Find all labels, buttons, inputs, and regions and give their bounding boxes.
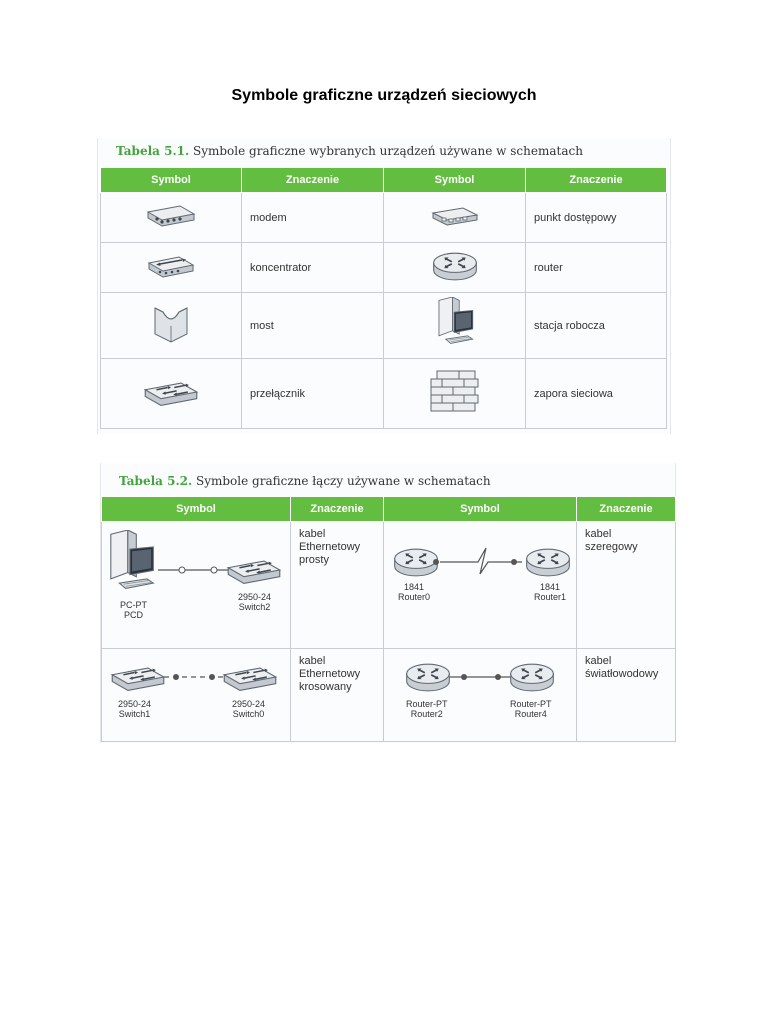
table-1-caption-label: Tabela 5.1. <box>116 144 190 158</box>
switch-icon <box>224 668 276 690</box>
table-2-caption-label: Tabela 5.2. <box>119 474 193 488</box>
device-label: Router-PT Router4 <box>510 699 552 719</box>
switch-icon <box>101 359 242 429</box>
table-2-caption <box>119 474 491 488</box>
device-label: 2950-24 Switch0 <box>232 699 266 719</box>
router-icon <box>384 243 526 293</box>
meaning-hub: koncentrator <box>242 243 384 293</box>
meaning-modem: modem <box>242 193 384 243</box>
table-2-header-row <box>102 497 676 522</box>
port-icon <box>495 674 501 680</box>
meaning-workstation: stacja robocza <box>526 293 667 359</box>
device-label: Router-PT Router2 <box>406 699 448 719</box>
table-2-caption-text: Symbole graficzne łączy używane w schematach <box>195 474 491 488</box>
serial-zigzag-icon <box>440 548 522 574</box>
workstation-icon <box>111 530 154 588</box>
meaning-serial-cable <box>577 522 676 649</box>
table-row <box>101 359 667 429</box>
port-open-icon <box>179 567 185 573</box>
table-row <box>102 649 676 742</box>
table-row <box>102 522 676 649</box>
meaning-text: kabel Ethernetowy prosty <box>299 528 361 566</box>
port-icon <box>461 674 467 680</box>
switch-icon <box>228 561 280 583</box>
table-1-header-row <box>101 168 667 193</box>
meaning-firewall: zapora sieciowa <box>526 359 667 429</box>
fiber-cable-diagram <box>384 649 577 742</box>
crossover-cable-diagram <box>102 649 291 742</box>
header-symbol: Symbol <box>101 168 242 193</box>
table-1 <box>100 167 667 429</box>
modem-icon <box>101 193 242 243</box>
bridge-icon <box>101 293 242 359</box>
table-2-scan <box>100 463 676 743</box>
meaning-fiber-cable <box>577 649 676 742</box>
header-meaning: Znaczenie <box>577 497 676 522</box>
port-icon <box>209 674 215 680</box>
table-2 <box>101 496 676 742</box>
device-label: 2950-24 Switch2 <box>238 592 272 612</box>
hub-icon <box>101 243 242 293</box>
meaning-access-point: punkt dostępowy <box>526 193 667 243</box>
port-icon <box>511 559 517 565</box>
header-meaning: Znaczenie <box>291 497 384 522</box>
meaning-text: kabel światłowodowy <box>585 655 659 680</box>
serial-cable-diagram <box>384 522 577 649</box>
router-icon <box>407 664 450 691</box>
port-open-icon <box>211 567 217 573</box>
header-symbol: Symbol <box>384 168 526 193</box>
table-1-caption <box>116 144 583 158</box>
device-label: 1841 Router0 <box>398 582 431 602</box>
meaning-router: router <box>526 243 667 293</box>
meaning-crossover-cable <box>291 649 384 742</box>
table-row <box>101 243 667 293</box>
router-icon <box>511 664 554 691</box>
workstation-icon <box>384 293 526 359</box>
firewall-icon <box>384 359 526 429</box>
device-label: PC-PT PCD <box>120 600 147 620</box>
page-title: Symbole graficzne urządzeń sieciowych <box>231 87 537 104</box>
meaning-text: kabel Ethernetowy krosowany <box>299 655 361 693</box>
access-point-icon <box>384 193 526 243</box>
switch-icon <box>112 668 164 690</box>
meaning-switch: przełącznik <box>242 359 384 429</box>
meaning-bridge: most <box>242 293 384 359</box>
meaning-text: kabel szeregowy <box>585 528 638 553</box>
header-symbol: Symbol <box>102 497 291 522</box>
header-symbol: Symbol <box>384 497 577 522</box>
port-icon <box>173 674 179 680</box>
header-meaning: Znaczenie <box>242 168 384 193</box>
table-1-caption-text: Symbole graficzne wybranych urządzeń używane w schematach <box>192 144 583 158</box>
straight-cable-diagram <box>102 522 291 649</box>
table-row <box>101 193 667 243</box>
port-icon <box>433 559 439 565</box>
table-row <box>101 293 667 359</box>
table-1-scan <box>97 138 671 434</box>
meaning-straight-cable <box>291 522 384 649</box>
router-icon <box>395 549 438 576</box>
device-label: 2950-24 Switch1 <box>118 699 152 719</box>
device-label: 1841 Router1 <box>534 582 567 602</box>
router-icon <box>527 549 570 576</box>
header-meaning: Znaczenie <box>526 168 667 193</box>
